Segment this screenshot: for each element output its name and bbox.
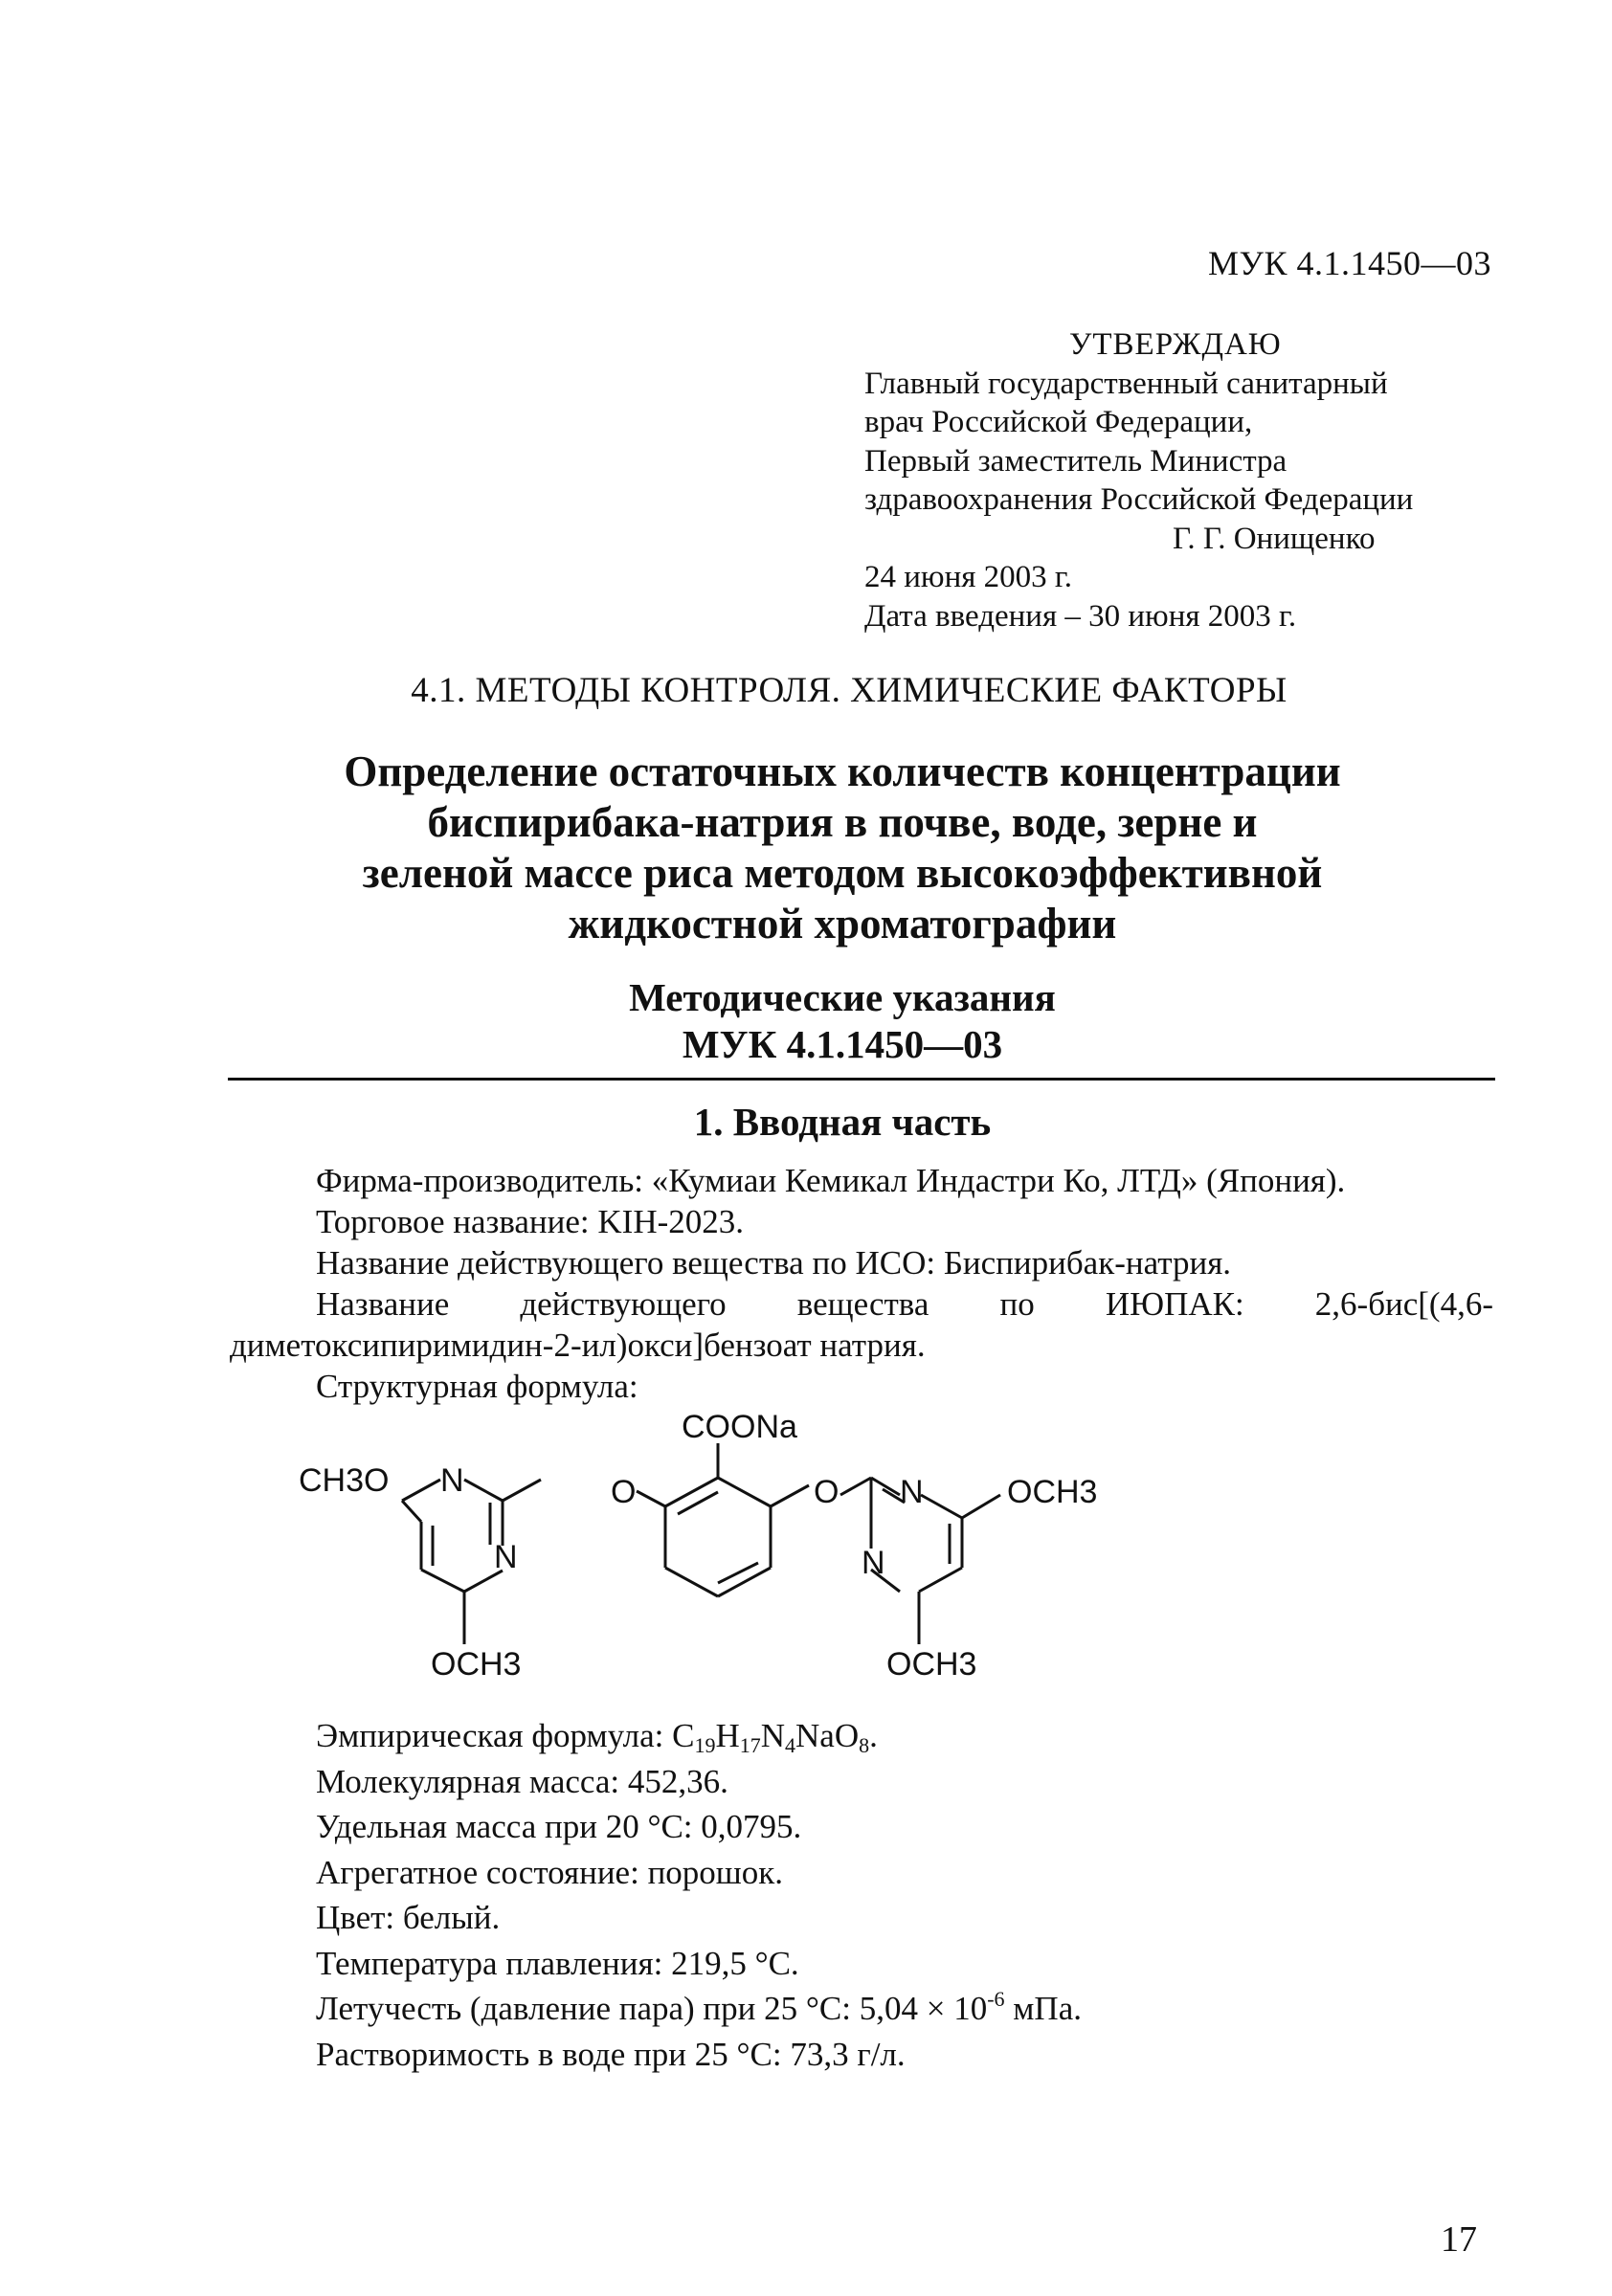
volatility-line xyxy=(316,1986,1082,2032)
empirical-formula-label: Эмпирическая формула: xyxy=(316,1717,673,1754)
approval-line: врач Российской Федерации, xyxy=(864,405,1253,439)
right-bottom-substituent-label: OCH3 xyxy=(886,1646,977,1683)
left-top-substituent-label: CH3O xyxy=(299,1462,390,1499)
coona-label: COONa xyxy=(682,1415,797,1445)
subtitle-line: МУК 4.1.1450—03 xyxy=(682,1022,1003,1066)
approval-line: Первый заместитель Министра xyxy=(864,443,1287,479)
left-bottom-substituent-label: OCH3 xyxy=(431,1646,522,1683)
formula-element: C xyxy=(672,1717,695,1754)
trade-name-line: Торговое название: KIH-2023. xyxy=(316,1203,745,1240)
document-subtitle xyxy=(249,974,1436,1068)
approval-signer: Г. Г. Онищенко xyxy=(1173,521,1376,556)
page-number: 17 xyxy=(1441,2219,1477,2260)
oxygen-label: O xyxy=(814,1474,840,1510)
title-line: биспирибака-натрия в почве, воде, зерне и xyxy=(427,798,1258,846)
horizontal-rule xyxy=(228,1078,1495,1081)
formula-element: NaO xyxy=(795,1717,860,1754)
nitrogen-label: N xyxy=(440,1462,464,1499)
document-code: МУК 4.1.1450—03 xyxy=(1207,244,1491,282)
nitrogen-label: N xyxy=(900,1474,924,1510)
iupac-name-line: Название действующего вещества по ИЮПАК: 2,6-бис[(4,6-диметоксипиримидин-2-ил)окси]бензоат натрия. xyxy=(230,1285,1493,1364)
formula-end: . xyxy=(869,1717,878,1754)
volatility-unit: мПа. xyxy=(1004,1990,1082,2027)
color-line: Цвет: белый. xyxy=(316,1899,501,1936)
intro-text xyxy=(230,1160,1493,1407)
volatility-text: Летучесть (давление пара) при 25 °С: 5,04 × 10 xyxy=(316,1990,988,2027)
oxygen-label: O xyxy=(611,1474,637,1510)
iso-name-line: Название действующего вещества по ИСО: Биспирибак-натрия. xyxy=(316,1244,1232,1282)
volatility-exponent: -6 xyxy=(987,1987,1005,2011)
properties-list xyxy=(316,1713,1082,2077)
subtitle-line: Методические указания xyxy=(629,975,1056,1019)
specific-mass-line: Удельная масса при 20 °С: 0,0795. xyxy=(316,1808,802,1845)
title-line: Определение остаточных количеств концентрации xyxy=(344,747,1341,795)
structural-formula-label: Структурная формула: xyxy=(316,1368,638,1405)
approval-line: Главный государственный санитарный xyxy=(864,366,1388,401)
formula-element: N xyxy=(760,1717,786,1754)
melting-point-line: Температура плавления: 219,5 °С. xyxy=(316,1944,799,1982)
title-line: жидкостной хроматографии xyxy=(568,900,1117,947)
empirical-formula-line xyxy=(316,1713,1082,1759)
document-title xyxy=(249,747,1436,949)
formula-element: H xyxy=(715,1717,740,1754)
intro-heading: 1. Вводная часть xyxy=(693,1100,992,1144)
manufacturer-line: Фирма-производитель: «Кумиаи Кемикал Индастри Ко, ЛТД» (Япония). xyxy=(316,1162,1346,1199)
approval-line: здравоохранения Российской Федерации xyxy=(864,482,1414,517)
state-line: Агрегатное состояние: порошок. xyxy=(316,1853,784,1891)
nitrogen-label: N xyxy=(494,1539,518,1575)
formula-subscript: 4 xyxy=(785,1733,796,1757)
title-line: зеленой массе риса методом высокоэффективной xyxy=(362,849,1323,897)
approval-block xyxy=(864,325,1515,635)
section-heading: 4.1. МЕТОДЫ КОНТРОЛЯ. ХИМИЧЕСКИЕ ФАКТОРЫ xyxy=(411,671,1287,710)
structural-formula-diagram xyxy=(287,1415,1244,1711)
right-top-substituent-label: OCH3 xyxy=(1007,1474,1098,1510)
solubility-line: Растворимость в воде при 25 °С: 73,3 г/л. xyxy=(316,2035,906,2073)
formula-subscript: 8 xyxy=(859,1733,870,1757)
approval-date: 24 июня 2003 г. xyxy=(864,560,1072,594)
nitrogen-label: N xyxy=(862,1545,885,1581)
molecular-mass-line: Молекулярная масса: 452,36. xyxy=(316,1762,728,1800)
effective-date: Дата введения – 30 июня 2003 г. xyxy=(864,598,1297,634)
formula-subscript: 17 xyxy=(739,1733,761,1757)
approval-heading: УТВЕРЖДАЮ xyxy=(1069,327,1282,362)
formula-subscript: 19 xyxy=(694,1733,716,1757)
